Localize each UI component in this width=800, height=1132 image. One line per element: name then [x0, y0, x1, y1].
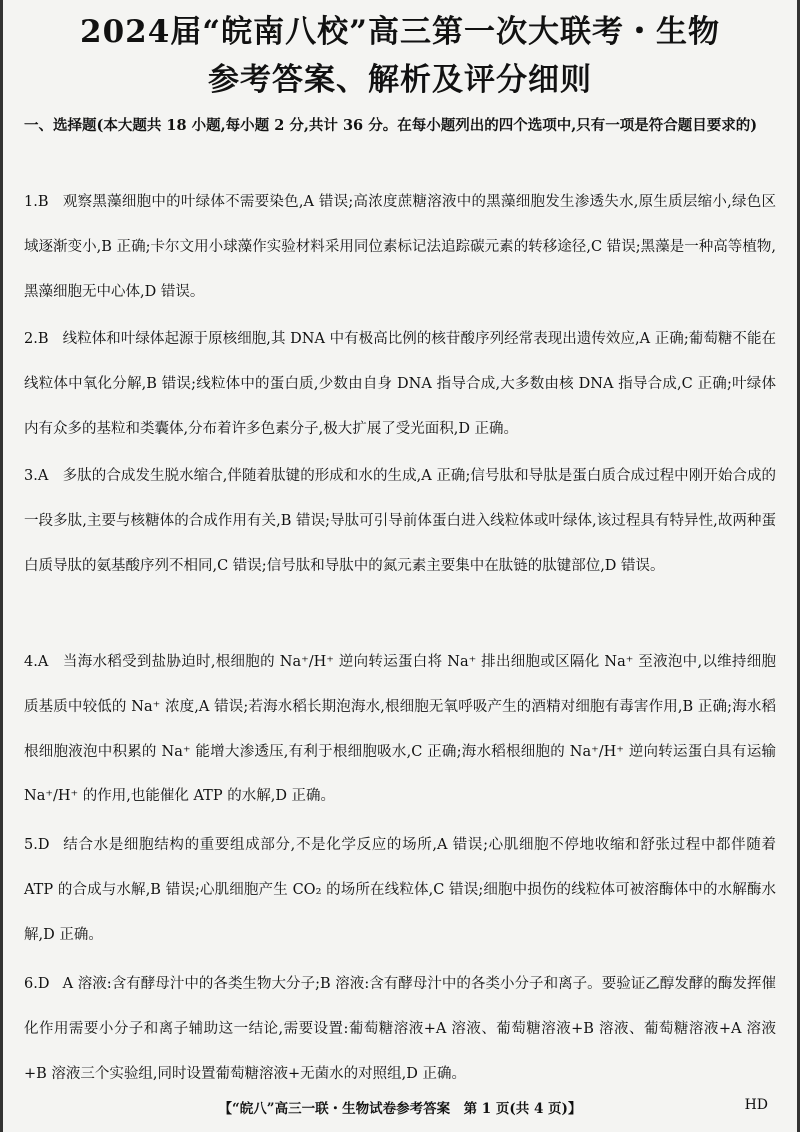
question-number: 4. [24, 654, 38, 670]
question-explanation: 多肽的合成发生脱水缩合,伴随着肽键的形成和水的生成,A 正确;信号肽和导肽是蛋白质合成过程中刚开始合成的一段多肽,主要与核糖体的合成作用有关,B 错误;导肽可引导前体蛋白进入线粒体或叶绿体,该过程具有特异性,故两种蛋白质导肽的氨基酸序列不相同,C 错误;信号肽和导肽中的氮元素主要集中在肽链的肽键部位,D 错误。 [24, 468, 777, 574]
page-footer: 【“皖八”高三一联・生物试卷参考答案 第 1 页(共 4 页)】 [218, 1101, 582, 1117]
question-number: 1. [24, 194, 38, 210]
question-explanation: 观察黑藻细胞中的叶绿体不需要染色,A 错误;高浓度蔗糖溶液中的黑藻细胞发生渗透失水,原生质层缩小,绿色区域逐渐变小,B 正确;卡尔文用小球藻作实验材料采用同位素标记法追踪碳元素的转移途径,C 错误;黑藻是一种高等植物,黑藻细胞无中心体,D 错误。 [24, 194, 777, 300]
question-answer: B [37, 194, 49, 210]
question-explanation: A 溶液:含有酵母汁中的各类生物大分子;B 溶液:含有酵母汁中的各类小分子和离子。要验证乙醇发酵的酶发挥催化作用需要小分子和离子辅助这一结论,需要设置:葡萄糖溶液+A 溶液、葡萄糖溶液+B 溶液、葡萄糖溶液+A 溶液+B 溶液三个实验组,同时设置葡萄糖溶液+无菌水的对照组,D 正确。 [24, 976, 777, 1082]
question-number: 5. [24, 837, 38, 853]
question-answer: D [37, 976, 50, 992]
question-explanation: 当海水稻受到盐胁迫时,根细胞的 Na⁺/H⁺ 逆向转运蛋白将 Na⁺ 排出细胞或区隔化 Na⁺ 至液泡中,以维持细胞质基质中较低的 Na⁺ 浓度,A 错误;若海水稻长期泡海水,根细胞无氧呼吸产生的酒精对细胞有毒害作用,B 正确;海水稻根细胞液泡中积累的 Na⁺ 能增大渗透压,有利于根细胞吸水,C 正确;海水稻根细胞的 Na⁺/H⁺ 逆向转运蛋白具有运输 Na⁺/H⁺ 的作用,也能催化 ATP 的水解,D 正确。 [24, 654, 777, 805]
question-answer: B [37, 331, 49, 347]
question-number: 6. [24, 976, 38, 992]
page-left-edge [0, 0, 3, 1132]
question-explanation: 线粒体和叶绿体起源于原核细胞,其 DNA 中有极高比例的核苷酸序列经常表现出遗传效应,A 正确;葡萄糖不能在线粒体中氧化分解,B 错误;线粒体中的蛋白质,少数由自身 DNA 指导合成,大多数由核 DNA 指导合成,C 正确;叶绿体内有众多的基粒和类囊体,分布着许多色素分子,极大扩展了受光面积,D 正确。 [24, 331, 776, 437]
question-explanation: 结合水是细胞结构的重要组成部分,不是化学反应的场所,A 错误;心肌细胞不停地收缩和舒张过程中都伴随着 ATP 的合成与水解,B 错误;心肌细胞产生 CO₂ 的场所在线粒体,C 错误;细胞中损伤的线粒体可被溶酶体中的水解酶水解,D 正确。 [24, 837, 777, 943]
question-number: 3. [24, 468, 38, 484]
footer-code: HD [744, 1097, 768, 1113]
question-4 [24, 640, 776, 819]
question-2 [24, 317, 776, 451]
page-subtitle: 参考答案、解析及评分细则 [208, 62, 592, 98]
question-6 [24, 962, 776, 1096]
question-answer: D [37, 837, 50, 853]
page-title: 2024届“皖南八校”高三第一次大联考・生物 [80, 14, 720, 50]
question-number: 2. [24, 331, 38, 347]
question-1 [24, 180, 776, 314]
question-5 [24, 823, 776, 957]
question-answer: A [37, 654, 49, 670]
question-answer: A [37, 468, 49, 484]
question-3 [24, 454, 776, 588]
section-heading: 一、选择题(本大题共 18 小题,每小题 2 分,共计 36 分。在每小题列出的四个选项中,只有一项是符合题目要求的) [24, 117, 758, 134]
